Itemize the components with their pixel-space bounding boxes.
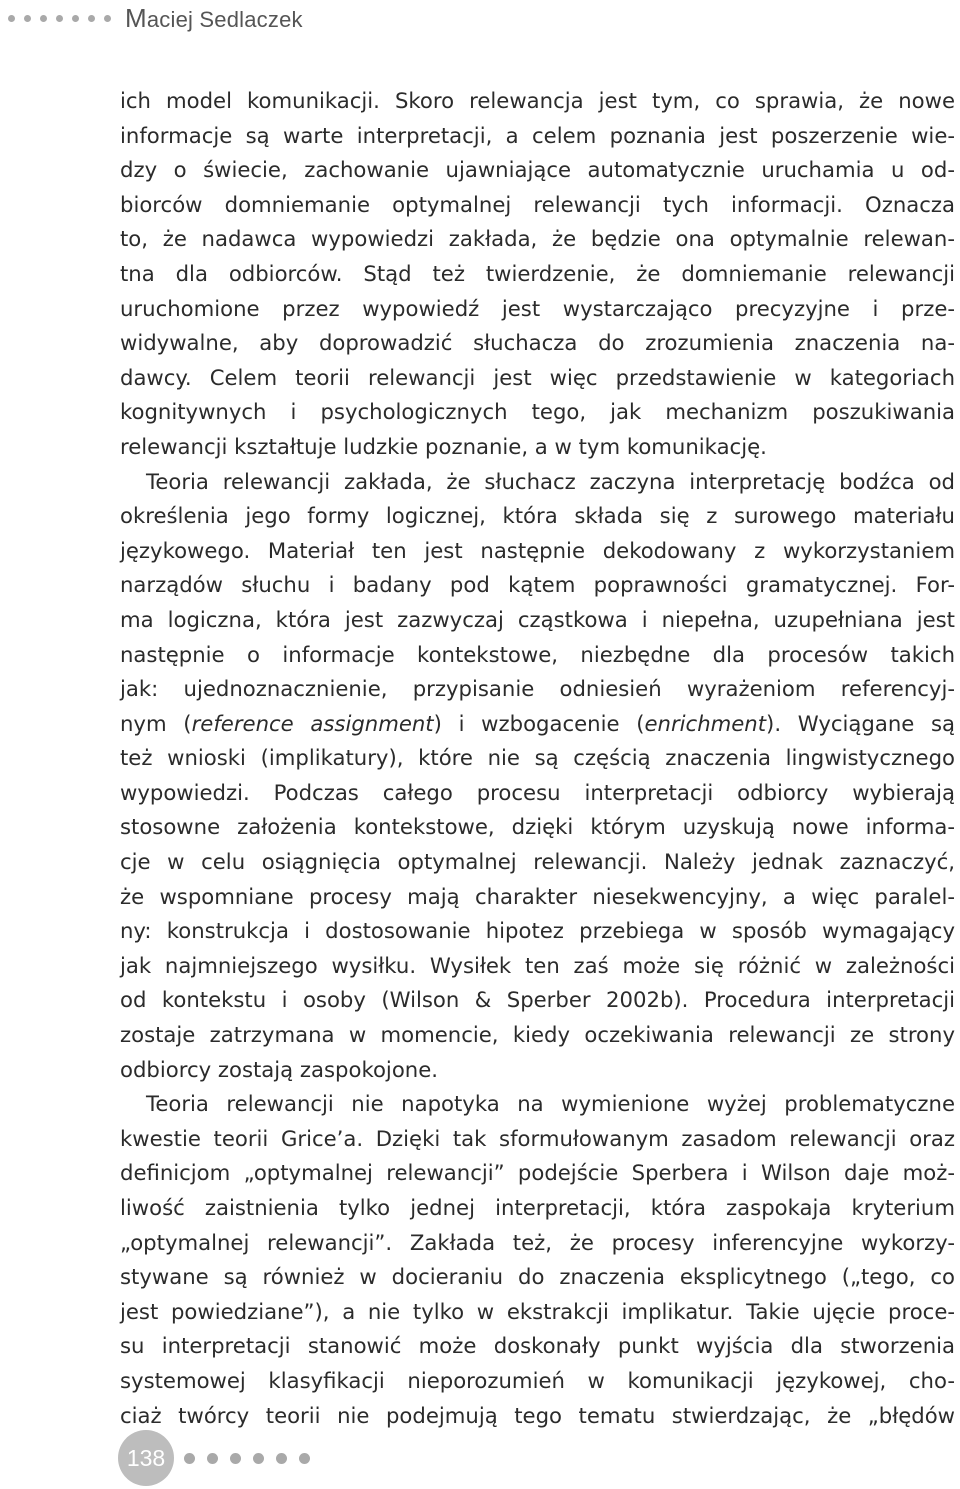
text-fragment: ) i wzbogacenie ( [433,710,645,736]
text-line: że wspomniane procesy mają charakter niesekwencyjny, a więc paralel- [120,883,955,909]
text-line: tna dla odbiorców. Stąd też twierdzenie, że domniemanie relewancji [120,260,955,286]
text-line: biorców domniemanie optymalnej relewancji tych informacji. Oznacza [120,191,955,217]
text-line: cje w celu osiągnięcia optymalnej relewancji. Należy jednak zaznaczyć, [120,849,955,875]
text-line: Teoria relewancji zakłada, że słuchacz zaczyna interpretację bodźca od [146,468,955,494]
text-line: też wnioski (implikatury), które nie są częścią znaczenia lingwistycznego [120,745,955,771]
text-line: ciaż twórcy teorii nie podejmują tego tematu stwierdzając, że „błędów [120,1402,955,1428]
text-line: „optymalnej relewancji”. Zakłada też, że procesy inferencyjne wykorzy- [120,1229,955,1255]
text-fragment: ). Wyciągane są [766,710,956,736]
text-fragment: nym ( [120,710,192,736]
text-line: ma logiczna, która jest zazwyczaj cząstkowa i niepełna, uzupełniana jest [120,606,955,632]
text-line: wypowiedzi. Podczas całego procesu interpretacji odbiorcy wybierają [120,779,955,805]
running-header [0,0,303,36]
text-line: następnie o informacje kontekstowe, niezbędne dla procesów takich [120,641,955,667]
text-line: systemowej klasyfikacji nieporozumień w komunikacji językowej, cho- [120,1367,955,1393]
header-dot-ornament [8,15,111,22]
text-line: widywalne, aby doprowadzić słuchacza do zrozumienia znaczenia na- [120,330,955,356]
text-line: stosowne założenia kontekstowe, dzięki którym uzyskują nowe informa- [120,814,955,840]
text-line: kognitywnych i psychologicznych tego, jak mechanizm poszukiwania [120,399,955,425]
text-line: dzy o świecie, zachowanie ujawniające automatycznie uruchamia u od- [120,157,955,183]
text-line: definicjom „optymalnej relewancji” podejście Sperbera i Wilson daje moż- [120,1160,955,1186]
text-line: ny: konstrukcja i dostosowanie hipotez przebiega w sposób wymagający [120,918,955,944]
text-line: od kontekstu i osoby (Wilson & Sperber 2002b). Procedura interpretacji [120,987,955,1013]
footer-dot-ornament [184,1453,310,1464]
text-line: Teoria relewancji nie napotyka na wymienione wyżej problematyczne [146,1091,955,1117]
text-line: jak najmniejszego wysiłku. Wysiłek ten zaś może się różnić w zależności [120,952,955,978]
text-line: jest powiedziane”), a nie tylko w ekstrakcji implikatur. Takie ujęcie proce- [120,1298,955,1324]
text-line: ich model komunikacji. Skoro relewancja jest tym, co sprawia, że nowe [120,88,955,113]
body-text [120,84,955,1433]
text-line: określenia jego formy logicznej, która składa się z surowego materiału [120,503,955,529]
italic-term: reference assignment [191,710,434,736]
page-number: 138 [118,1430,174,1486]
text-line: narządów słuchu i badany pod kątem poprawności gramatycznej. For- [120,572,955,598]
text-line: kwestie teorii Grice’a. Dzięki tak sformułowanym zasadom relewancji oraz [120,1125,955,1151]
text-line: liwość zaistnienia tylko jednej interpretacji, która zaspokaja kryterium [120,1195,955,1220]
text-line: stywane są również w docieraniu do znaczenia eksplicytnego („tego, co [120,1264,955,1290]
text-line: uruchomione przez wypowiedź jest wystarczająco precyzyjne i prze- [120,295,955,321]
text-line: su interpretacji stanowić może doskonały punkt wyjścia dla stworzenia [120,1333,955,1359]
text-line: zostaje zatrzymana w momencie, kiedy oczekiwania relewancji ze strony [120,1022,955,1048]
text-line: informacje są warte interpretacji, a celem poznania jest poszerzenie wie- [120,122,955,148]
text-line: dawcy. Celem teorii relewancji jest więc przedstawienie w kategoriach [120,364,955,390]
text-line: językowego. Materiał ten jest następnie dekodowany z wykorzystaniem [120,537,955,563]
text-line: jak: ujednoznacznienie, przypisanie odniesień wyrażeniom referencyj- [120,676,955,702]
text-line [120,707,955,742]
author-name: Maciej Sedlaczek [125,2,303,33]
text-line: relewancji kształtuje ludzkie poznanie, a w tym komunikację. [120,433,767,459]
italic-term: enrichment [644,710,767,736]
text-line: odbiorcy zostają zaspokojone. [120,1056,438,1082]
page-footer [118,1430,310,1486]
text-line: to, że nadawca wypowiedzi zakłada, że będzie ona optymalnie relewan- [120,226,955,252]
